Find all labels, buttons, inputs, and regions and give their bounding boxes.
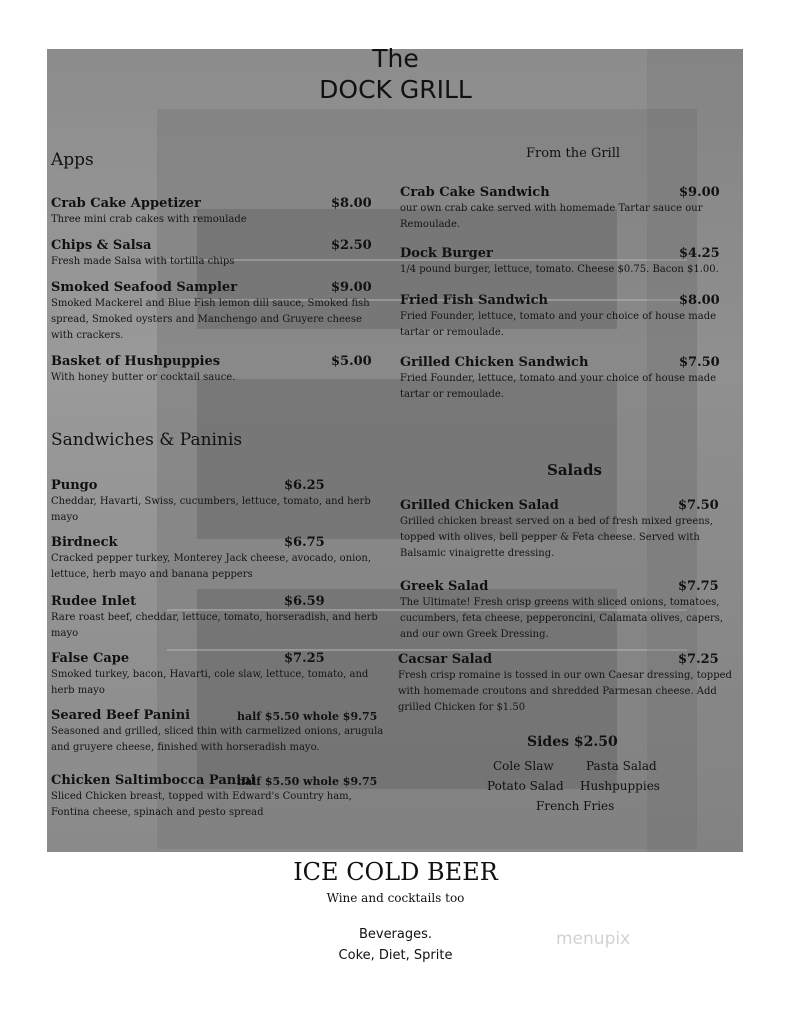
item-name: Grilled Chicken Salad bbox=[400, 498, 559, 513]
item-description: Smoked Mackerel and Blue Fish lemon dill sauce, Smoked fish spread, Smoked oysters and Manchengo and Gruyere cheese with crackers. bbox=[51, 298, 370, 341]
item-name: Greek Salad bbox=[400, 579, 489, 594]
item-description: The Ultimate! Fresh crisp greens with sliced onions, tomatoes, cucumbers, feta cheese, pepperoncini, Calamata olives, capers, and our own Greek Dressing. bbox=[400, 597, 724, 640]
item-price: $7.75 bbox=[678, 579, 719, 594]
watermark-logo: menupix bbox=[556, 929, 631, 949]
item-description: Cracked pepper turkey, Monterey Jack cheese, avocado, onion, lettuce, herb mayo and banana peppers bbox=[51, 553, 371, 580]
side-item: French Fries bbox=[536, 799, 615, 813]
item-price: $9.00 bbox=[679, 185, 720, 200]
item-name: Cacsar Salad bbox=[398, 652, 493, 667]
item-description: 1/4 pound burger, lettuce, tomato. Cheese $0.75. Bacon $1.00. bbox=[400, 264, 719, 275]
beverages-list: Coke, Diet, Sprite bbox=[338, 948, 453, 963]
item-price: $6.25 bbox=[284, 478, 325, 493]
item-name: False Cape bbox=[51, 651, 130, 666]
beer-heading: ICE COLD BEER bbox=[293, 858, 498, 886]
item-name: Seared Beef Panini bbox=[51, 708, 191, 723]
item-price: $6.59 bbox=[284, 594, 325, 609]
section-heading-apps: Apps bbox=[51, 150, 94, 170]
section-heading-salads: Salads bbox=[547, 461, 602, 479]
item-description: Fried Founder, lettuce, tomato and your choice of house made tartar or remoulade. bbox=[400, 311, 717, 338]
item-description: Fried Founder, lettuce, tomato and your choice of house made tartar or remoulade. bbox=[400, 373, 717, 400]
item-name: Birdneck bbox=[51, 535, 118, 550]
item-description: Grilled chicken breast served on a bed of fresh mixed greens, topped with olives, bell pepper & Feta cheese. Served with Balsamic vinaigrette dressing. bbox=[400, 516, 713, 559]
item-description: Three mini crab cakes with remoulade bbox=[51, 214, 247, 225]
item-name: Pungo bbox=[51, 478, 98, 493]
item-price: $6.75 bbox=[284, 535, 325, 550]
item-description: Sliced Chicken breast, topped with Edward's Country ham, Fontina cheese, spinach and pesto spread bbox=[51, 791, 352, 818]
section-heading-sides: Sides $2.50 bbox=[527, 734, 618, 750]
item-description: Fresh crisp romaine is tossed in our own Caesar dressing, topped with homemade croutons and shredded Parmesan cheese. Add grilled Chicken for $1.50 bbox=[398, 670, 732, 713]
item-name: Basket of Hushpuppies bbox=[51, 354, 221, 369]
item-name: Rudee Inlet bbox=[51, 594, 137, 609]
item-description: Smoked turkey, bacon, Havarti, cole slaw, lettuce, tomato, and herb mayo bbox=[51, 669, 369, 696]
wine-line: Wine and cocktails too bbox=[326, 891, 465, 905]
item-name: Fried Fish Sandwich bbox=[400, 293, 548, 308]
side-item: Pasta Salad bbox=[586, 759, 657, 773]
item-name: Grilled Chicken Sandwich bbox=[400, 355, 589, 370]
item-name: Dock Burger bbox=[400, 246, 493, 261]
beverages-title: Beverages. bbox=[358, 927, 433, 942]
section-heading-sandwiches: Sandwiches & Paninis bbox=[51, 430, 243, 450]
item-name: Crab Cake Sandwich bbox=[400, 185, 550, 200]
half-price: half $5.50 bbox=[237, 710, 300, 723]
whole-price: whole $9.75 bbox=[303, 710, 378, 723]
item-description: our own crab cake served with homemade Tartar sauce our Remoulade. bbox=[400, 203, 703, 230]
item-description: Fresh made Salsa with tortilla chips bbox=[51, 256, 235, 267]
item-price: $5.00 bbox=[331, 354, 372, 369]
half-price: half $5.50 bbox=[237, 775, 300, 788]
item-name: Chicken Saltimbocca Panini bbox=[51, 773, 256, 788]
item-description: Seasoned and grilled, sliced thin with carmelized onions, arugula and gruyere cheese, finished with horseradish mayo. bbox=[51, 726, 384, 753]
item-price: $7.50 bbox=[679, 355, 720, 370]
side-item: Hushpuppies bbox=[580, 779, 660, 793]
item-description: Cheddar, Havarti, Swiss, cucumbers, lettuce, tomato, and herb mayo bbox=[51, 496, 371, 523]
whole-price: whole $9.75 bbox=[303, 775, 378, 788]
restaurant-name: DOCK GRILL bbox=[319, 75, 472, 104]
item-price: $8.00 bbox=[679, 293, 720, 308]
item-price: $4.25 bbox=[679, 246, 720, 261]
side-item: Potato Salad bbox=[487, 779, 564, 793]
item-price: $7.25 bbox=[284, 651, 325, 666]
item-name: Smoked Seafood Sampler bbox=[51, 280, 238, 295]
item-price: $9.00 bbox=[331, 280, 372, 295]
item-description: With honey butter or cocktail sauce. bbox=[51, 372, 236, 383]
side-item: Cole Slaw bbox=[493, 759, 554, 773]
item-name: Crab Cake Appetizer bbox=[51, 196, 201, 211]
title-line-1: The bbox=[372, 44, 419, 73]
item-price: $7.25 bbox=[678, 652, 719, 667]
item-description: Rare roast beef, cheddar, lettuce, tomato, horseradish, and herb mayo bbox=[51, 612, 378, 639]
item-price: $7.50 bbox=[678, 498, 719, 513]
item-price: $2.50 bbox=[331, 238, 372, 253]
item-name: Chips & Salsa bbox=[51, 238, 152, 253]
section-heading-grill: From the Grill bbox=[526, 146, 621, 161]
item-price: $8.00 bbox=[331, 196, 372, 211]
